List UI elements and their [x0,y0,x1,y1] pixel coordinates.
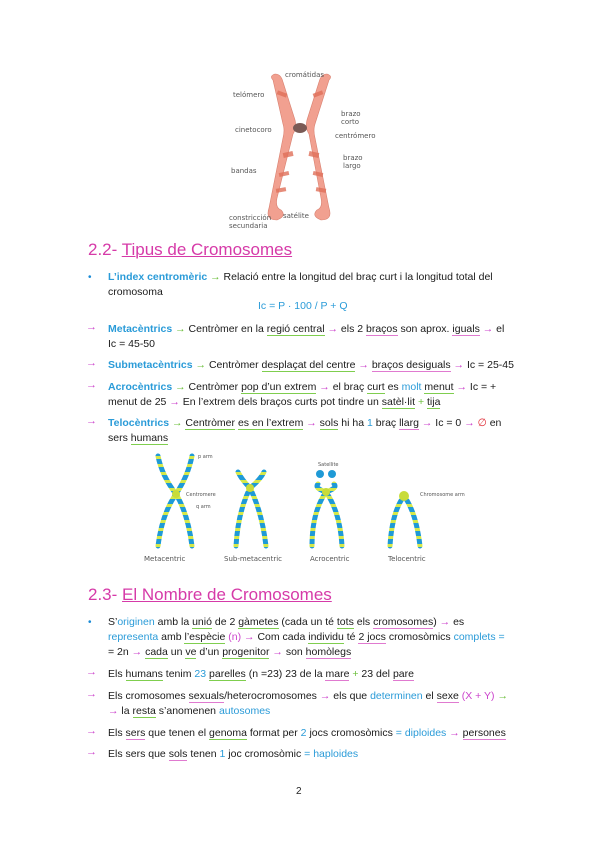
text: ) [433,616,437,628]
text: joc cromosòmic [228,748,302,760]
text: = haploides [304,748,359,760]
arrow-icon: → [86,666,97,678]
arrow-icon: → [482,323,494,335]
label-centromere: Centromere [186,492,216,498]
text: autosomes [218,705,271,717]
text: jocs cromosòmics [309,727,393,739]
section-number: 2.2- [88,240,118,259]
text: Centròmer [208,359,259,371]
arrow-icon: → [244,631,255,643]
text: humans [125,668,163,680]
text: representa [108,631,159,643]
label-centromero: centrómero [335,132,376,140]
text: (n =23) 23 de la [248,668,323,680]
arrow-icon: → [319,381,330,393]
text: determinen [370,690,423,702]
text: 2 jocs [358,631,386,643]
caption-telocentric: Telocentric [388,555,426,563]
arrow-icon: → [86,379,97,391]
text: es [387,381,399,393]
haploid-line [108,747,358,761]
section-title: Tipus de Cromosomes [121,240,293,259]
text: + [352,668,359,680]
text: (cada un té [281,616,334,628]
text: sers [108,432,128,444]
text: tenim [165,668,192,680]
empty-set-icon: ∅ [477,417,487,429]
text: format per [249,727,298,739]
number-line-1 [108,615,464,629]
metacentric-line-1 [108,322,504,336]
number-line-2 [108,630,505,644]
text: braços desiguals [371,359,451,371]
arrow-icon: → [272,646,283,658]
arrow-icon: → [439,616,451,628]
telocentric-line-1 [108,416,501,430]
text: de 2 [214,616,236,628]
arrow-icon: → [86,357,97,369]
text: sexuals [188,690,225,702]
text: unió [192,616,212,628]
chromosome-types-illustration [140,452,470,570]
arrow-icon: → [210,271,221,283]
text: En l’extrem dels braços curts pot tindre un [182,396,379,408]
text: 23 [194,668,207,680]
arrow-icon: → [497,690,508,702]
acrocentric-line-1 [108,380,496,394]
text: progenitor [222,646,270,658]
text: amb la [157,616,190,628]
arrow-icon: → [319,690,331,702]
text: tija [427,396,441,408]
text: sers [125,727,146,739]
text: es en l’extrem [237,417,304,429]
page-number: 2 [296,786,302,797]
text: menut de 25 [108,396,167,408]
arrow-icon: → [169,396,180,408]
telocentric-line-2 [108,431,168,445]
text: un [170,646,183,658]
text: en [489,417,502,429]
text: desplaçat del centre [261,359,356,371]
text: individu [308,631,344,643]
arrow-icon: → [86,321,97,333]
caption-metacentric: Metacentric [144,555,186,563]
arrow-icon: → [86,746,97,758]
section-heading-2-3 [88,585,332,605]
text: s’anomenen [158,705,217,717]
text: té [346,631,356,643]
text: 23 del [361,668,391,680]
label-bandas: bandas [231,167,257,175]
arrow-icon: → [108,705,119,717]
arrow-icon: → [358,359,369,371]
arrow-icon: → [464,417,475,429]
arrow-icon: → [86,415,97,427]
arrow-icon: → [195,359,207,371]
text: persones [462,727,506,739]
formula: Ic = P · 100 / P + Q [258,300,348,312]
label-telomero: telómero [233,91,265,99]
section-heading-2-2 [88,240,292,260]
section-number: 2.3- [88,585,118,604]
text: llarg [399,417,419,429]
text: hi ha [341,417,365,429]
bullet-dot: • [88,272,92,283]
text: humans [130,432,169,444]
text: tenen [190,748,217,760]
text: + [417,396,425,408]
text: cada [145,646,168,658]
type-name: Submetacèntrics [108,359,193,371]
text: braç [375,417,397,429]
text: Ic = + [469,381,497,393]
text: els 2 [340,323,364,335]
sex-chromosomes-line-1 [108,689,508,703]
text: l’espècie [184,631,226,643]
arrow-icon: → [86,688,97,700]
text: 1 [219,748,226,760]
text: S’ [108,616,118,628]
submetacentric-line [108,358,514,372]
index-text: Relació entre la longitud del braç curt i la longitud total del [223,271,493,283]
text: cromosomes [373,616,434,628]
text: homòlegs [305,646,352,658]
arrow-icon: → [131,646,143,658]
caption-acrocentric: Acrocentric [310,555,350,563]
arrow-icon: → [449,727,460,739]
acrocentric-line-2 [108,395,440,409]
text: sols [319,417,339,429]
text: (X + Y) [461,690,495,702]
text: /heterocromosomes [224,690,317,702]
label-cinetocoro: cinetocoro [235,126,272,134]
text: son [285,646,303,658]
chromosome-structure-figure [225,68,375,233]
text: pop d’un extrem [241,381,317,393]
arrow-icon: → [453,359,465,371]
text: ve [185,646,197,658]
text: Els sers que [108,748,166,760]
index-label: L’index centromèric [108,271,208,283]
label-constriccion: constricción secundaria [229,214,272,230]
number-line-3 [108,645,351,659]
text: d’un [199,646,220,658]
arrow-icon: → [172,417,183,429]
text: Com cada [257,631,306,643]
text: els que [333,690,368,702]
text: sexe [436,690,459,702]
text: originen [117,616,155,628]
label-chromosome-arm: Chromosome arm [420,492,465,498]
text: Centròmer [188,381,239,393]
text: genoma [209,727,247,739]
text: curt [367,381,385,393]
text: (n) [228,631,242,643]
text: gàmetes [238,616,279,628]
text: pare [392,668,414,680]
index-line-1 [108,270,493,284]
text: la [121,705,130,717]
arrow-icon: → [175,323,186,335]
text: braços [366,323,398,335]
label-brazo-corto: brazo corto [341,110,361,126]
arrow-icon: → [86,725,97,737]
label-p-arm: p arm [198,454,213,460]
text: es [453,616,465,628]
text: parelles [209,668,246,680]
index-line-2: cromosoma [108,286,163,298]
text: el [496,323,505,335]
text: Els cromosomes [108,690,186,702]
text: els [356,616,371,628]
text: Els [108,727,123,739]
metacentric-line-2: Ic = 45-50 [108,338,155,350]
label-brazo-largo: brazo largo [343,154,363,170]
text: = diploides [395,727,447,739]
arrow-icon: → [175,381,186,393]
label-q-arm: q arm [196,504,211,510]
text: regió central [266,323,325,335]
text: resta [132,705,156,717]
text: cromosòmics [388,631,451,643]
text: iguals [452,323,480,335]
arrow-icon: → [306,417,317,429]
text: Els [108,668,123,680]
text: el braç [332,381,365,393]
text: = 2n [108,646,129,658]
diploid-line [108,726,506,740]
type-name: Acrocèntrics [108,381,173,393]
arrow-icon: → [421,417,433,429]
text: sols [168,748,188,760]
type-name: Telocèntrics [108,417,170,429]
arrow-icon: → [327,323,338,335]
label-cromatidas: cromátidas [285,71,325,79]
label-satelite: satélite [283,212,309,220]
text: amb [161,631,182,643]
text: Centròmer [185,417,236,429]
text: satèl·lit [381,396,416,408]
text: que tenen el [148,727,207,739]
text: complets = [453,631,505,643]
text: tots [336,616,354,628]
text: son aprox. [400,323,450,335]
arrow-icon: → [456,381,467,393]
text: menut [424,381,454,393]
label-satellite: Satellite [318,462,339,468]
text: Ic = 25-45 [466,359,514,371]
humans-line [108,667,414,681]
caption-submetacentric: Sub-metacentric [224,555,283,563]
text: 2 [300,727,307,739]
text: mare [325,668,350,680]
sex-chromosomes-line-2 [108,704,270,718]
type-name: Metacèntrics [108,323,173,335]
text: molt [401,381,422,393]
bullet-dot: • [88,617,92,628]
text: Centròmer en la [188,323,264,335]
section-title: El Nombre de Cromosomes [122,585,332,604]
chromosome-types-figure [140,452,470,570]
text: 1 [366,417,373,429]
text: el [425,690,434,702]
text: Ic = 0 [435,417,462,429]
